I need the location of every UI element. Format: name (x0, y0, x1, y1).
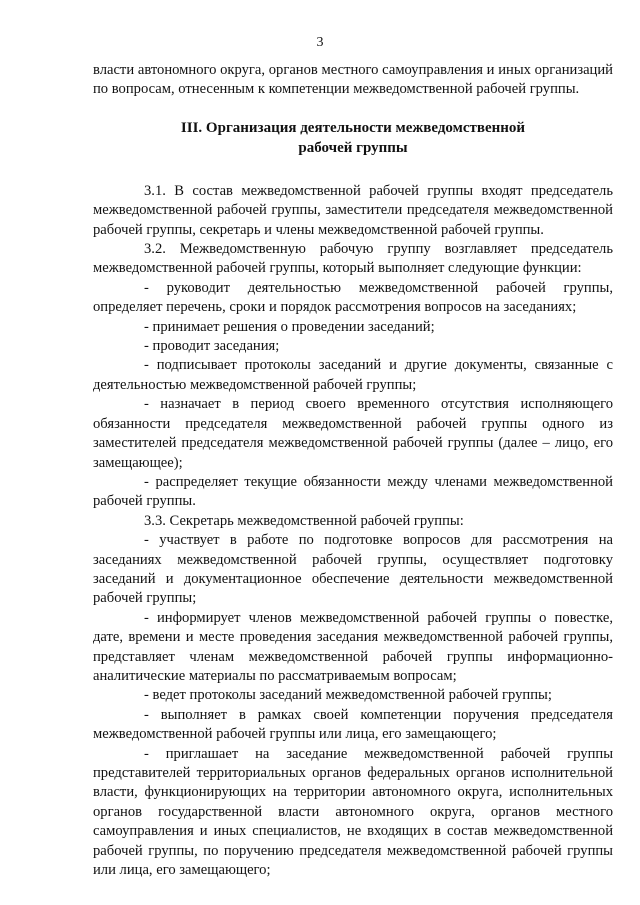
clause-3-2: 3.2. Межведомственную рабочую группу возглавляет председатель межведомственной рабочей группы, который выполняет следующие функции: (93, 241, 613, 277)
intro-paragraph: власти автономного округа, органов местного самоуправления и иных организаций по вопросам, отнесенным к компетенции межведомственной рабочей группы. (93, 62, 613, 98)
chair-function-item: - принимает решения о проведении заседаний; (144, 318, 435, 335)
secretary-function-item: - приглашает на заседание межведомственной рабочей группы представителей территориальных органов федеральных органов исполнительной власти, функционирующих на территории автономного округа, исполнительных органов государственной власти автономного округа, органов местного самоуправления и иных специалистов, не входящих в состав межведомственной рабочей группы, по поручению председателя межведомственной рабочей группы или лица, его замещающего; (93, 745, 613, 879)
page-number: 3 (316, 35, 324, 50)
section-heading-line-1: III. Организация деятельности межведомственной (180, 119, 526, 136)
section-heading (93, 118, 613, 158)
secretary-function-item: - участвует в работе по подготовке вопросов для рассмотрения на заседаниях межведомственной рабочей группы, осуществляет подготовку заседаний и документационное обеспечение деятельности межведомственной рабочей группы; (93, 532, 613, 607)
secretary-function-item: - информирует членов межведомственной рабочей группы о повестке, дате, времени и месте проведения заседания межведомственной рабочей группы, представляет членам межведомственной рабочей группы информационно-аналитические материалы по рассматриваемым вопросам; (93, 609, 613, 684)
secretary-function-item: - выполняет в рамках своей компетенции поручения председателя межведомственной рабочей группы или лица, его замещающего; (93, 706, 613, 743)
chair-function-item: - руководит деятельностью межведомственной рабочей группы, определяет перечень, сроки и порядок рассмотрения вопросов на заседаниях; (93, 279, 613, 316)
clause-3-1: 3.1. В состав межведомственной рабочей группы входят председатель межведомственной рабочей группы, заместители председателя межведомственной рабочей группы, секретарь и члены межведомственной рабочей группы. (93, 182, 613, 238)
document-body (93, 61, 613, 880)
chair-function-item: - подписывает протоколы заседаний и другие документы, связанные с деятельностью межведомственной рабочей группы; (93, 357, 613, 393)
chair-function-item: - распределяет текущие обязанности между членами межведомственной рабочей группы. (93, 473, 613, 510)
secretary-function-item: - ведет протоколы заседаний межведомственной рабочей группы; (144, 687, 552, 704)
clause-3-3: 3.3. Секретарь межведомственной рабочей группы: (144, 512, 464, 529)
chair-function-item: - проводит заседания; (144, 338, 280, 355)
section-heading-line-2: рабочей группы (298, 139, 408, 156)
chair-function-item: - назначает в период своего временного отсутствия исполняющего обязанности председателя межведомственной рабочей группы одного из заместителей председателя межведомственной рабочей группы (далее – лицо, его замещающее); (93, 396, 613, 471)
